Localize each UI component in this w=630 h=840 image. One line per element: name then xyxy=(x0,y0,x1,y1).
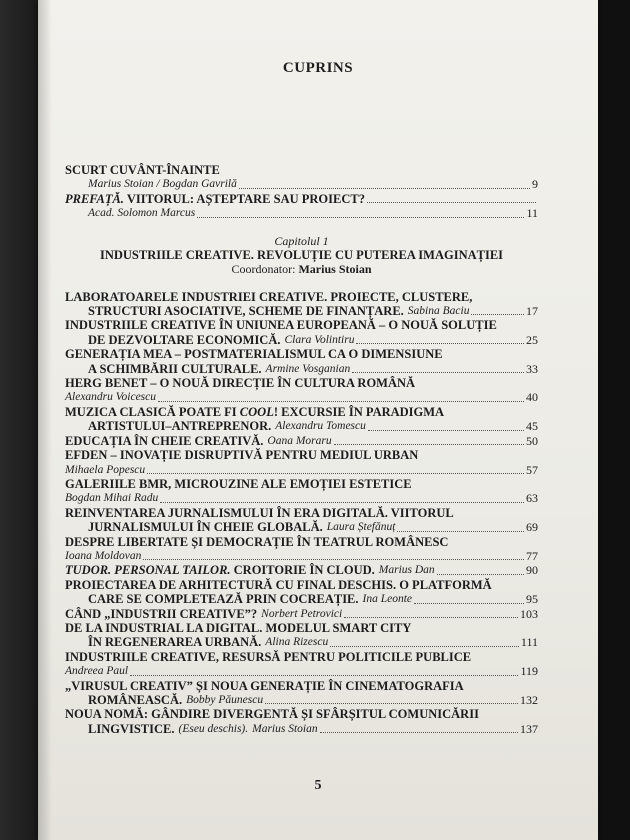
entry-title-part: CROITORIE ÎN CLOUD. xyxy=(233,563,375,578)
toc-entry xyxy=(65,578,538,607)
leader-dots xyxy=(197,217,524,218)
toc-entry xyxy=(65,434,538,448)
entry-title-cont: ARTISTULUI–ANTREPRENOR. xyxy=(88,419,272,434)
toc-entry-foreword xyxy=(65,163,538,192)
entry-line xyxy=(65,434,538,448)
chapter-coordinator xyxy=(65,262,538,276)
toc-entry xyxy=(65,347,538,376)
toc-entry xyxy=(65,506,538,535)
entry-title-cont: A SCHIMBĂRII CULTURALE. xyxy=(88,361,262,376)
page-number: 5 xyxy=(314,778,322,793)
entry-title: DESPRE LIBERTATE ȘI DEMOCRAȚIE ÎN TEATRUL ROMÂNESC xyxy=(65,534,449,549)
entry-page: 137 xyxy=(520,721,538,736)
entry-title: LABORATOARELE INDUSTRIEI CREATIVE. PROIECTE, CLUSTERE, xyxy=(65,289,473,304)
coordinator-label: Coordonator: xyxy=(231,261,296,276)
entry-author: Bobby Păunescu xyxy=(186,694,264,706)
entry-line xyxy=(65,362,538,376)
entry-line xyxy=(65,177,538,191)
entry-page: 90 xyxy=(526,563,538,578)
entry-author: Laura Ștefănuț xyxy=(326,521,396,534)
entry-title-part: ! EXCURSIE ÎN PARADIGMA xyxy=(273,404,445,419)
entry-title: CÂND „INDUSTRII CREATIVE”? xyxy=(65,606,258,621)
leader-dots xyxy=(130,675,518,676)
entry-author: Mihaela Popescu xyxy=(65,463,146,476)
toc-entry xyxy=(65,535,538,564)
toc-entry xyxy=(65,448,538,477)
leader-dots xyxy=(344,617,518,618)
entry-page: 111 xyxy=(520,635,538,650)
entry-title-cont: DE DEZVOLTARE ECONOMICĂ. xyxy=(88,332,281,347)
toc-entry xyxy=(65,376,538,405)
coordinator-name: Marius Stoian xyxy=(298,261,372,276)
entry-title-italic: TUDOR. PERSONAL TAILOR. xyxy=(65,563,231,578)
entry-author: Alexandru Tomescu xyxy=(275,420,366,433)
entry-page: 69 xyxy=(526,520,538,535)
entry-line xyxy=(65,463,538,477)
entry-title-cont: LINGVISTICE. xyxy=(88,721,175,736)
entry-title-cont: ROMÂNEASCĂ. xyxy=(88,693,183,707)
entry-title-italic: COOL xyxy=(239,404,274,419)
entry-title xyxy=(65,563,375,577)
entry-title-cont: JURNALISMULUI ÎN CHEIE GLOBALĂ. xyxy=(88,520,323,535)
entry-author: Oana Moraru xyxy=(267,434,332,447)
toc-entry-preface xyxy=(65,192,538,221)
entry-title-main: VIITORUL: AȘTEPTARE SAU PROIECT? xyxy=(126,191,365,206)
entry-title xyxy=(65,405,538,419)
entry-note: (Eseu deschis). xyxy=(178,722,249,735)
entry-line xyxy=(65,635,538,649)
leader-dots xyxy=(265,703,518,704)
entry-author: Marius Stoian / Bogdan Gavrilă xyxy=(88,178,237,191)
leader-dots xyxy=(352,372,524,373)
toc-entry xyxy=(65,318,538,347)
leader-dots xyxy=(320,732,518,733)
leader-dots xyxy=(239,188,530,189)
entry-title: INDUSTRIILE CREATIVE ÎN UNIUNEA EUROPEANĂ – O NOUĂ SOLUȚIE xyxy=(65,318,497,333)
entry-page: 9 xyxy=(532,177,538,192)
toc-entry xyxy=(65,477,538,506)
leader-dots xyxy=(437,574,524,575)
entry-page: 63 xyxy=(526,491,538,506)
entry-title xyxy=(65,192,365,206)
entry-page: 119 xyxy=(520,664,538,679)
entry-line xyxy=(65,592,538,606)
entry-line xyxy=(65,206,538,220)
entry-page: 103 xyxy=(520,606,538,621)
entry-page: 45 xyxy=(526,419,538,434)
entry-page: 57 xyxy=(526,462,538,477)
leader-dots xyxy=(143,559,524,560)
entry-page: 25 xyxy=(526,332,538,347)
leader-dots xyxy=(147,473,524,474)
toc-entry xyxy=(65,607,538,621)
entry-line xyxy=(65,390,538,404)
toc-entry xyxy=(65,563,538,577)
entry-title: EDUCAȚIA ÎN CHEIE CREATIVĂ. xyxy=(65,433,264,448)
entry-author: Armine Vosganian xyxy=(265,362,351,375)
entry-author: Andreea Paul xyxy=(65,665,129,678)
toc-entry xyxy=(65,621,538,650)
entry-author: Sabina Baciu xyxy=(407,305,470,318)
entry-title: „VIRUSUL CREATIV” ȘI NOUA GENERAȚIE ÎN CINEMATOGRAFIA xyxy=(65,678,464,693)
leader-dots xyxy=(356,343,524,344)
entry-page: 11 xyxy=(526,206,538,221)
entry-author: Marius Dan xyxy=(378,564,435,577)
entry-title-prefix: PREFAȚĂ. xyxy=(65,191,124,206)
entry-title-cont: STRUCTURI ASOCIATIVE, SCHEME DE FINANȚARE. xyxy=(88,304,404,319)
leader-dots xyxy=(471,314,524,315)
leader-dots xyxy=(397,531,524,532)
entry-line xyxy=(65,607,538,621)
entry-line xyxy=(65,419,538,433)
entry-title: GENERAȚIA MEA – POSTMATERIALISMUL CA O DIMENSIUNE xyxy=(65,347,443,362)
entry-author: Acad. Solomon Marcus xyxy=(88,207,196,220)
entry-title-cont: CARE SE COMPLETEAZĂ PRIN COCREAȚIE. xyxy=(88,592,359,607)
leader-dots xyxy=(334,444,524,445)
entry-page: 95 xyxy=(526,592,538,607)
entry-title-part: MUZICA CLASICĂ POATE FI xyxy=(65,404,240,419)
entry-line xyxy=(65,693,538,707)
entry-line xyxy=(65,520,538,534)
entry-page: 17 xyxy=(526,304,538,319)
chapter-title: INDUSTRIILE CREATIVE. REVOLUȚIE CU PUTEREA IMAGINAȚIEI xyxy=(99,247,504,262)
toc-entry xyxy=(65,707,538,736)
entry-line xyxy=(65,304,538,318)
page-title: CUPRINS xyxy=(282,60,354,76)
page-gutter-shadow xyxy=(38,0,52,840)
entry-line xyxy=(65,549,538,563)
entry-line xyxy=(65,722,538,736)
entry-author: Clara Volintiru xyxy=(284,333,355,346)
entry-page: 77 xyxy=(526,548,538,563)
entry-title: NOUA NOMĂ: GÂNDIRE DIVERGENTĂ ȘI SFÂRȘITUL COMUNICĂRII xyxy=(65,707,479,722)
book-page xyxy=(38,0,598,840)
leader-dots xyxy=(414,603,524,604)
leader-dots xyxy=(368,430,524,431)
entry-title-cont: ÎN REGENERAREA URBANĂ. xyxy=(88,635,262,650)
entry-title: HERG BENET – O NOUĂ DIRECȚIE ÎN CULTURA ROMÂNĂ xyxy=(65,376,416,391)
entry-author: Norbert Petrovici xyxy=(261,607,343,620)
leader-dots xyxy=(158,401,524,402)
chapter-label: Capitolul 1 xyxy=(274,233,329,248)
entry-title: EFDEN – INOVAȚIE DISRUPTIVĂ PENTRU MEDIUL URBAN xyxy=(65,448,419,463)
entry-page: 33 xyxy=(526,361,538,376)
entry-line xyxy=(65,664,538,678)
entry-title: REINVENTAREA JURNALISMULUI ÎN ERA DIGITALĂ. VIITORUL xyxy=(65,505,454,520)
entry-title: DE LA INDUSTRIAL LA DIGITAL. MODELUL SMART CITY xyxy=(65,620,412,635)
leader-dots xyxy=(330,646,519,647)
entry-author: Marius Stoian xyxy=(252,722,318,735)
entry-title: GALERIILE BMR, MICROUZINE ALE EMOȚIEI ESTETICE xyxy=(65,476,412,491)
toc-entry xyxy=(65,679,538,708)
entry-title: PROIECTAREA DE ARHITECTURĂ CU FINAL DESCHIS. O PLATFORMĂ xyxy=(65,577,492,592)
entry-page: 40 xyxy=(526,390,538,405)
entry-author: Ina Leonte xyxy=(362,593,413,606)
entry-title: SCURT CUVÂNT-ÎNAINTE xyxy=(65,163,220,177)
toc-entry xyxy=(65,650,538,679)
entry-line xyxy=(65,563,538,577)
toc-entry xyxy=(65,405,538,434)
entry-author: Alina Rizescu xyxy=(265,636,329,649)
toc-entry xyxy=(65,290,538,319)
leader-dots xyxy=(367,202,536,203)
entry-author: Bogdan Mihai Radu xyxy=(65,492,159,505)
entry-page: 50 xyxy=(526,433,538,448)
entry-line xyxy=(65,192,538,206)
entry-line xyxy=(65,333,538,347)
entry-author: Ioana Moldovan xyxy=(65,549,142,562)
entry-line xyxy=(65,491,538,505)
entry-title: INDUSTRIILE CREATIVE, RESURSĂ PENTRU POLITICILE PUBLICE xyxy=(65,649,472,664)
table-of-contents xyxy=(65,163,538,736)
entry-page: 132 xyxy=(520,693,538,707)
entry-author: Alexandru Voicescu xyxy=(65,391,157,404)
leader-dots xyxy=(160,502,524,503)
